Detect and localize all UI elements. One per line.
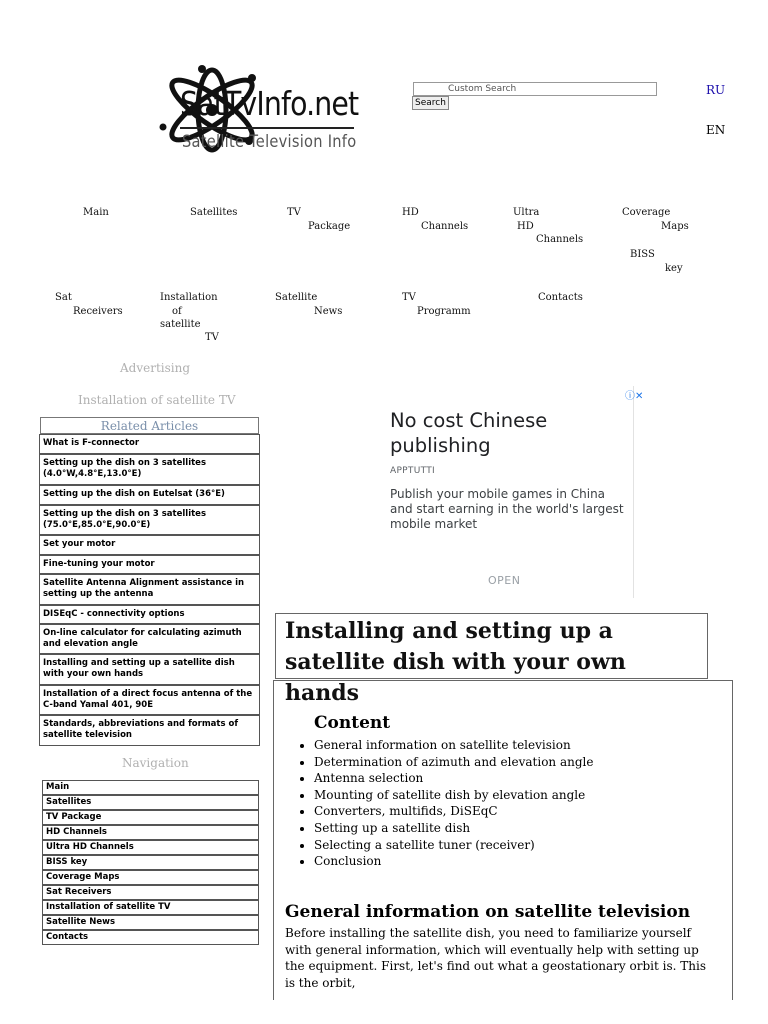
nav-item-satellites[interactable]: Satellites (42, 795, 259, 810)
related-article-item[interactable]: What is F-connector (39, 434, 260, 454)
toc-item[interactable]: • Mounting of satellite dish by elevation angle (314, 787, 593, 804)
nav-item-tv-package[interactable]: TV Package (42, 810, 259, 825)
menu-tv-programm-1[interactable]: TV (402, 292, 416, 303)
top-menu (0, 0, 768, 350)
nav-item-ultra-hd[interactable]: Ultra HD Channels (42, 840, 259, 855)
related-article-item[interactable]: Set your motor (39, 535, 260, 555)
menu-satellites[interactable]: Satellites (190, 207, 238, 218)
menu-sat-receivers-1[interactable]: Sat (55, 292, 72, 303)
related-article-item[interactable]: DISEqC - connectivity options (39, 605, 260, 624)
ad-title[interactable]: No cost Chinese publishing (390, 409, 548, 457)
ad-advertiser: APPTUTTI (390, 466, 435, 476)
advertising-label: Advertising (120, 361, 191, 375)
menu-ultra-hd-3[interactable]: Channels (536, 234, 584, 245)
section-heading: General information on satellite television (285, 902, 691, 922)
related-article-item[interactable]: Fine-tuning your motor (39, 555, 260, 574)
nav-item-hd-channels[interactable]: HD Channels (42, 825, 259, 840)
menu-contacts[interactable]: Contacts (538, 292, 583, 303)
nav-item-sat-receivers[interactable]: Sat Receivers (42, 885, 259, 900)
menu-biss-key-2[interactable]: key (665, 263, 683, 274)
related-article-item[interactable]: On-line calculator for calculating azimuth and elevation angle (39, 624, 260, 654)
related-article-item[interactable]: Satellite Antenna Alignment assistance in setting up the antenna (39, 574, 260, 605)
nav-item-installation[interactable]: Installation of satellite TV (42, 900, 259, 915)
menu-tv-package-2[interactable]: Package (308, 221, 351, 232)
ad-choices-close-icon[interactable]: ⓘ✕ (625, 391, 644, 402)
menu-tv-programm-2[interactable]: Programm (417, 306, 471, 317)
related-article-item[interactable]: Setting up the dish on 3 satellites (4.0°W,4.8°E,13.0°E) (39, 454, 260, 485)
nav-item-satellite-news[interactable]: Satellite News (42, 915, 259, 930)
toc-item[interactable]: • Conclusion (314, 853, 593, 870)
menu-biss-key-1[interactable]: BISS (630, 249, 655, 260)
menu-coverage-maps-2[interactable]: Maps (661, 221, 689, 232)
table-of-contents (298, 737, 593, 870)
toc-item[interactable]: • Selecting a satellite tuner (receiver) (314, 837, 593, 854)
menu-tv-package-1[interactable]: TV (287, 207, 301, 218)
toc-item[interactable]: • Setting up a satellite dish (314, 820, 593, 837)
nav-item-coverage-maps[interactable]: Coverage Maps (42, 870, 259, 885)
lang-ru-link[interactable]: RU (706, 83, 726, 97)
menu-hd-channels-2[interactable]: Channels (421, 221, 469, 232)
search-button[interactable]: Search (412, 96, 449, 110)
menu-hd-channels-1[interactable]: HD (402, 207, 419, 218)
toc-item[interactable]: • General information on satellite television (314, 737, 593, 754)
related-article-item[interactable]: Installing and setting up a satellite dish with your own hands (39, 654, 260, 685)
related-article-item[interactable]: Standards, abbreviations and formats of satellite television (39, 715, 260, 746)
ad-body: Publish your mobile games in China and start earning in the world's largest mobile market (390, 487, 624, 531)
article-paragraph: Before installing the satellite dish, you need to familiarize yourself with general information, which will eventually help with setting up the equipment. First, let's find out what a geostationary orbit is. This is the orbit, (285, 926, 706, 990)
menu-satellite-news-2[interactable]: News (314, 306, 343, 317)
site-subtitle: Satellite Television Info (182, 132, 357, 152)
search-input[interactable]: Custom Search (413, 82, 657, 96)
menu-installation-2[interactable]: of (172, 306, 182, 317)
lang-en-link[interactable]: EN (706, 123, 726, 137)
site-title[interactable]: SatTvInfo.net (180, 84, 359, 123)
toc-heading: Content (314, 713, 391, 733)
navigation-heading: Navigation (122, 756, 189, 770)
toc-item[interactable]: • Determination of azimuth and elevation angle (314, 754, 593, 771)
menu-satellite-news-1[interactable]: Satellite (275, 292, 318, 303)
menu-installation-4[interactable]: TV (205, 332, 219, 343)
menu-ultra-hd-2[interactable]: HD (517, 221, 534, 232)
menu-ultra-hd-1[interactable]: Ultra (513, 207, 540, 218)
ad-open-button[interactable]: OPEN (488, 574, 521, 587)
article-title: Installing and setting up a satellite dish with your own hands (285, 618, 626, 706)
sidebar-section-title: Installation of satellite TV (78, 393, 236, 407)
nav-item-contacts[interactable]: Contacts (42, 930, 259, 945)
menu-main[interactable]: Main (83, 207, 109, 218)
related-article-item[interactable]: Installation of a direct focus antenna of the C-band Yamal 401, 90E (39, 685, 260, 715)
nav-item-biss-key[interactable]: BISS key (42, 855, 259, 870)
menu-installation-1[interactable]: Installation (160, 292, 218, 303)
toc-item[interactable]: • Antenna selection (314, 770, 593, 787)
menu-installation-3[interactable]: satellite (160, 319, 201, 330)
related-article-item[interactable]: Setting up the dish on 3 satellites (75.0°E,85.0°E,90.0°E) (39, 505, 260, 535)
toc-item[interactable]: • Converters, multifids, DiSEqC (314, 803, 593, 820)
related-article-item[interactable]: Setting up the dish on Eutelsat (36°E) (39, 485, 260, 505)
menu-sat-receivers-2[interactable]: Receivers (73, 306, 123, 317)
nav-item-main[interactable]: Main (42, 780, 259, 795)
menu-coverage-maps-1[interactable]: Coverage (622, 207, 671, 218)
related-articles-heading: Related Articles (40, 417, 259, 434)
